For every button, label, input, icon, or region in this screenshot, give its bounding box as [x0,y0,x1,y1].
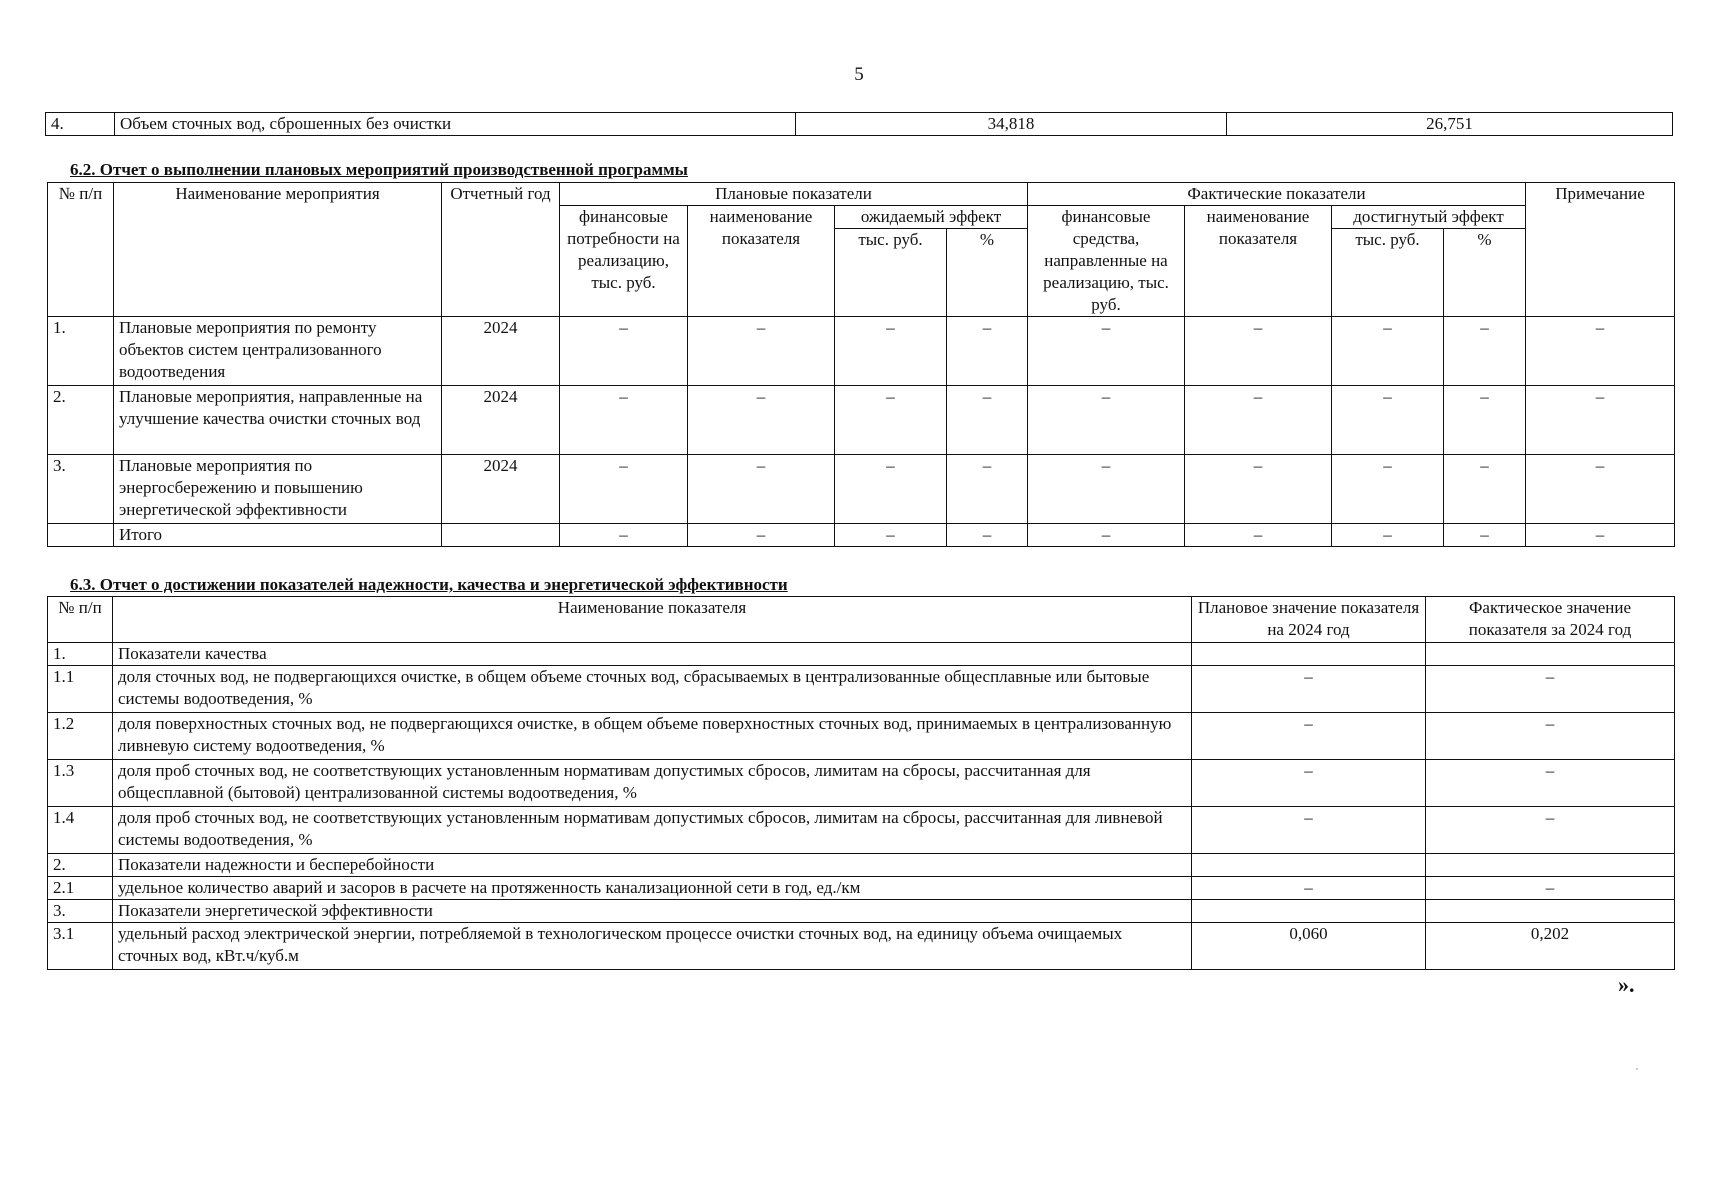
row-number: 2. [48,386,114,455]
header-indicator-name: Наименование показателя [113,597,1192,643]
indicator-name: удельное количество аварий и засоров в расчете на протяженность канализационной сети в год, ед./км [113,877,1192,900]
report-year: 2024 [442,455,560,524]
total-row [48,524,1675,547]
table-row [48,923,1675,970]
dash-cell: – [1526,386,1675,455]
table-row [48,760,1675,807]
header-fact-finance: финансовые средства, направленные на реализацию, тыс. руб. [1028,206,1185,317]
fact-value: 26,751 [1227,113,1673,136]
dash-cell: – [1526,455,1675,524]
dash-cell: – [1332,386,1444,455]
plan-value: 34,818 [796,113,1227,136]
dash-cell: – [1185,386,1332,455]
header-plan-indicator: наименование показателя [688,206,835,317]
row-number: 1. [48,643,113,666]
header-expected-effect: ожидаемый эффект [835,206,1028,229]
header-row [48,183,1675,206]
row-number: 1.4 [48,807,113,854]
row-number: 1.2 [48,713,113,760]
header-fact-indicator: наименование показателя [1185,206,1332,317]
row-number: 3. [48,900,113,923]
dash-cell: – [560,317,688,386]
table-row [48,900,1675,923]
scan-speck [1636,1068,1638,1070]
dash-cell: – [1444,455,1526,524]
fact-value: – [1426,713,1675,760]
fact-value [1426,854,1675,877]
dash-cell: – [560,524,688,547]
dash-cell: – [1028,317,1185,386]
fact-value: – [1426,807,1675,854]
fact-value: – [1426,666,1675,713]
table-row [48,713,1675,760]
dash-cell: – [688,317,835,386]
section-title-6-3: 6.3. Отчет о достижении показателей надежности, качества и энергетической эффективности [70,575,788,594]
section-title-6-2: 6.2. Отчет о выполнении плановых мероприятий производственной программы [70,160,688,179]
dash-cell: – [947,317,1028,386]
measures-report-table [47,182,1675,547]
dash-cell: – [947,524,1028,547]
fact-value [1426,900,1675,923]
dash-cell: – [1444,386,1526,455]
report-year: 2024 [442,317,560,386]
continuation-table [45,112,1673,136]
indicator-name: доля проб сточных вод, не соответствующих установленным нормативам допустимых сбросов, лимитам на сбросы, рассчитанная для ливневой системы водоотведения, % [113,807,1192,854]
fact-value: – [1426,760,1675,807]
indicator-name: доля проб сточных вод, не соответствующих установленным нормативам допустимых сбросов, лимитам на сбросы, рассчитанная для общесплавной (бытовой) централизованной системы водоотведения, % [113,760,1192,807]
dash-cell: – [1028,386,1185,455]
dash-cell: – [1028,455,1185,524]
header-actual: Фактические показатели [1028,183,1526,206]
indicator-name: доля поверхностных сточных вод, не подвергающихся очистке, в общем объеме поверхностных сточных вод, принимаемых в централизованную ливневую систему водоотведения, % [113,713,1192,760]
dash-cell: – [688,524,835,547]
header-plan-value: Плановое значение показателя на 2024 год [1192,597,1426,643]
header-note: Примечание [1526,183,1675,317]
plan-value [1192,900,1426,923]
measure-name: Плановые мероприятия по энергосбережению и повышению энергетической эффективности [114,455,442,524]
header-num: № п/п [48,183,114,317]
dash-cell: – [1185,524,1332,547]
plan-value: – [1192,877,1426,900]
dash-cell: – [560,386,688,455]
row-number: 1.1 [48,666,113,713]
header-planned: Плановые показатели [560,183,1028,206]
plan-value: – [1192,760,1426,807]
indicator-name: Показатели надежности и бесперебойности [113,854,1192,877]
row-number: 2. [48,854,113,877]
row-number [48,524,114,547]
dash-cell: – [1332,524,1444,547]
dash-cell: – [1332,455,1444,524]
dash-cell: – [835,317,947,386]
header-year: Отчетный год [442,183,560,317]
dash-cell: – [835,455,947,524]
table-row [48,643,1675,666]
row-number: 1.3 [48,760,113,807]
table-row [48,877,1675,900]
indicator-name: Показатели энергетической эффективности [113,900,1192,923]
header-row [48,597,1675,643]
plan-value: – [1192,713,1426,760]
dash-cell: – [1028,524,1185,547]
plan-value: – [1192,666,1426,713]
header-thous-rub: тыс. руб. [1332,229,1444,317]
header-achieved-effect: достигнутый эффект [1332,206,1526,229]
header-percent: % [947,229,1028,317]
page-number: 5 [854,64,864,85]
closing-quote-mark: ». [1618,972,1635,997]
fact-value: 0,202 [1426,923,1675,970]
fact-value: – [1426,877,1675,900]
header-plan-finance: финансовые потребности на реализацию, тыс. руб. [560,206,688,317]
row-number: 1. [48,317,114,386]
plan-value [1192,854,1426,877]
dash-cell: – [560,455,688,524]
indicators-report-table [47,596,1675,970]
plan-value: – [1192,807,1426,854]
total-label: Итого [114,524,442,547]
row-number: 3.1 [48,923,113,970]
fact-value [1426,643,1675,666]
indicator-name: Объем сточных вод, сброшенных без очистки [115,113,796,136]
dash-cell: – [688,386,835,455]
dash-cell: – [1185,317,1332,386]
table-row [46,113,1673,136]
dash-cell: – [947,386,1028,455]
measure-name: Плановые мероприятия по ремонту объектов систем централизованного водоотведения [114,317,442,386]
table-row [48,386,1675,455]
table-row [48,317,1675,386]
dash-cell: – [835,524,947,547]
measure-name: Плановые мероприятия, направленные на улучшение качества очистки сточных вод [114,386,442,455]
report-year: 2024 [442,386,560,455]
dash-cell: – [1332,317,1444,386]
dash-cell: – [1444,524,1526,547]
indicator-name: удельный расход электрической энергии, потребляемой в технологическом процессе очистки сточных вод, на единицу объема очищаемых сточных вод, кВт.ч/куб.м [113,923,1192,970]
table-row [48,455,1675,524]
row-number: 3. [48,455,114,524]
plan-value [1192,643,1426,666]
header-thous-rub: тыс. руб. [835,229,947,317]
report-year [442,524,560,547]
row-number: 4. [46,113,115,136]
table-row [48,807,1675,854]
indicator-name: Показатели качества [113,643,1192,666]
dash-cell: – [1444,317,1526,386]
dash-cell: – [1526,524,1675,547]
table-row [48,854,1675,877]
indicator-name: доля сточных вод, не подвергающихся очистке, в общем объеме сточных вод, сбрасываемых в централизованные общесплавные или бытовые системы водоотведения, % [113,666,1192,713]
dash-cell: – [835,386,947,455]
row-number: 2.1 [48,877,113,900]
header-measure-name: Наименование мероприятия [114,183,442,317]
plan-value: 0,060 [1192,923,1426,970]
header-num: № п/п [48,597,113,643]
header-percent: % [1444,229,1526,317]
dash-cell: – [1526,317,1675,386]
header-fact-value: Фактическое значение показателя за 2024 год [1426,597,1675,643]
table-row [48,666,1675,713]
dash-cell: – [947,455,1028,524]
dash-cell: – [688,455,835,524]
dash-cell: – [1185,455,1332,524]
